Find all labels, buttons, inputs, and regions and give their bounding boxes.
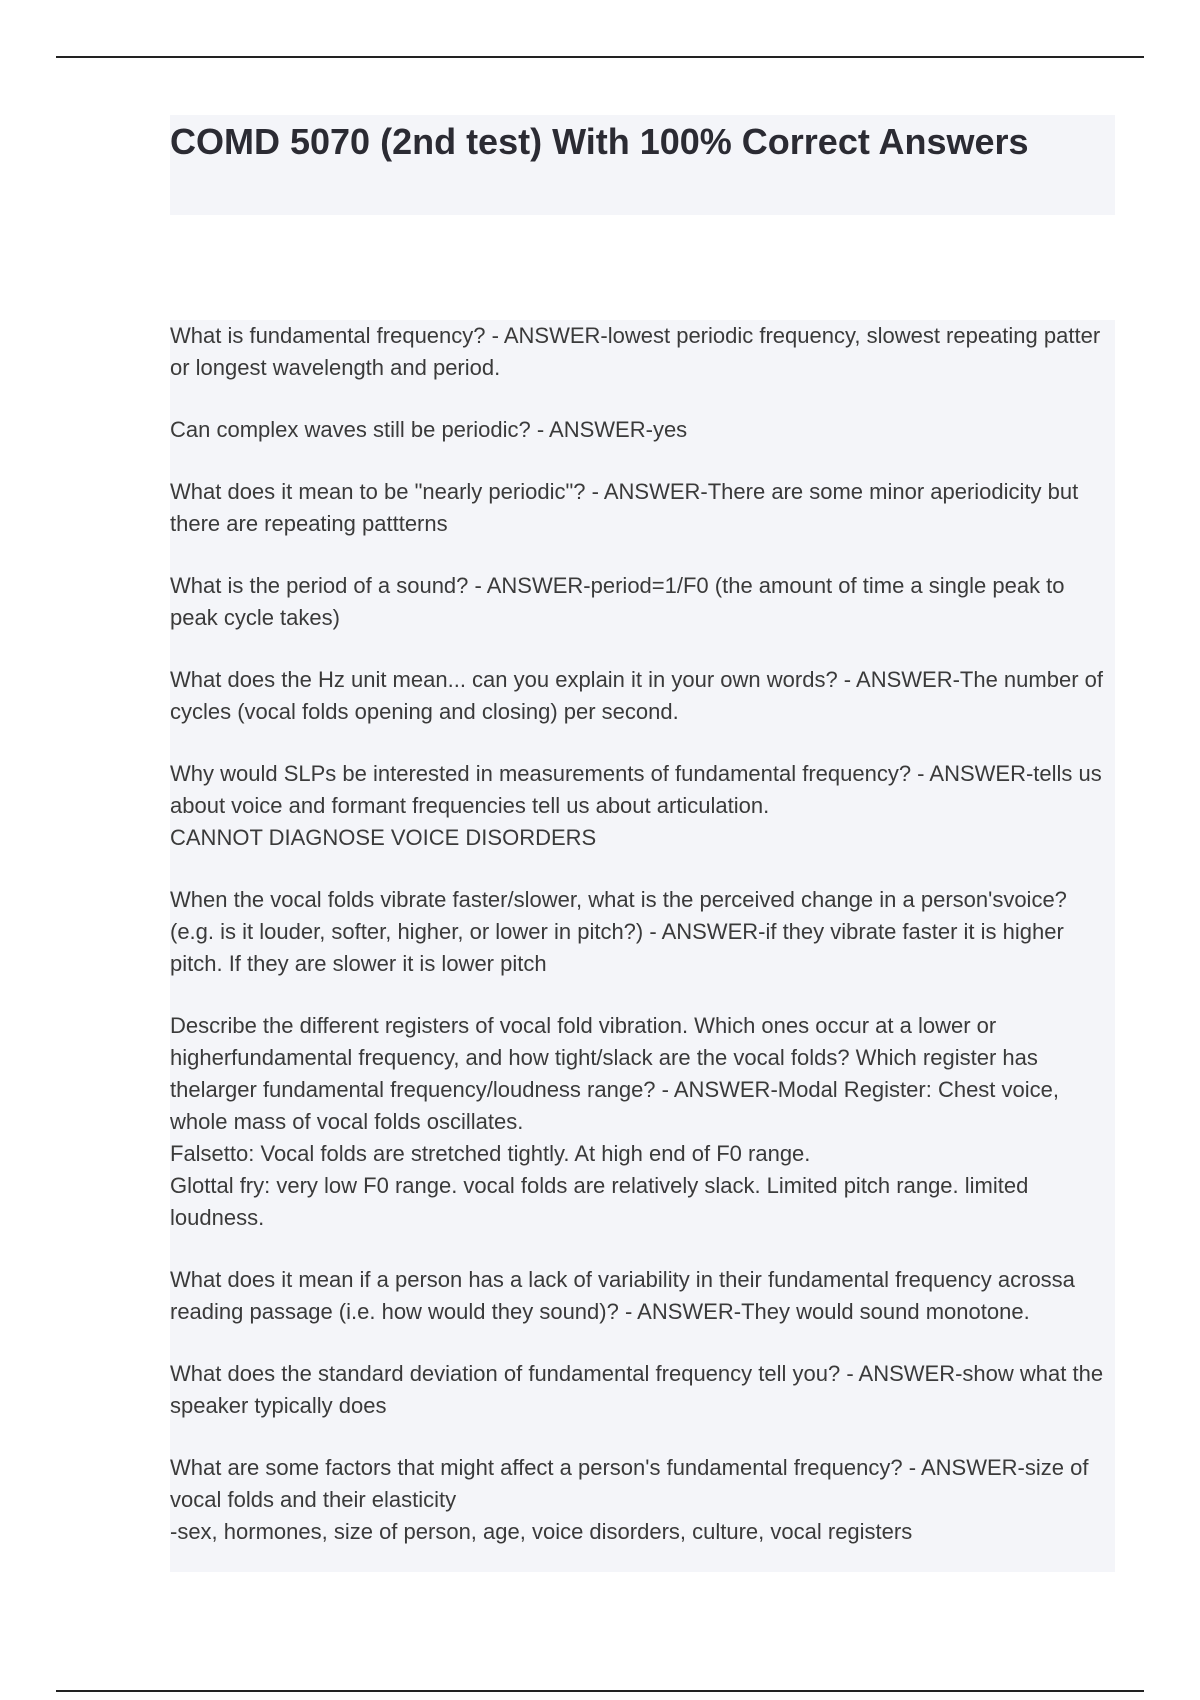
- qa-item: What is the period of a sound? - ANSWER-period=1/F0 (the amount of time a single peak to peak cycle takes): [170, 573, 1065, 630]
- qa-item: What does it mean to be "nearly periodic"? - ANSWER-There are some minor aperiodicity but there are repeating pattterns: [170, 479, 1079, 536]
- qa-item: When the vocal folds vibrate faster/slower, what is the perceived change in a person'svoice? (e.g. is it louder, softer, higher, or lower in pitch?) - ANSWER-if they vibrate faster it is higher pitch. If they are slower it is lower pitch: [170, 887, 1067, 976]
- document-title: COMD 5070 (2nd test) With 100% Correct Answers: [170, 121, 1029, 162]
- qa-item: What are some factors that might affect a person's fundamental frequency? - ANSWER-size of vocal folds and their elasticity -sex, hormones, size of person, age, voice disorders, culture, vocal registers: [170, 1455, 1089, 1544]
- qa-item: What does the Hz unit mean... can you explain it in your own words? - ANSWER-The number of cycles (vocal folds opening and closing) per second.: [170, 667, 1103, 724]
- top-rule: [56, 56, 1144, 58]
- qa-item: Describe the different registers of vocal fold vibration. Which ones occur at a lower or higherfundamental frequency, and how tight/slack are the vocal folds? Which register has thelarger fundamental frequency/loudness range? - ANSWER-Modal Register: Chest voice, whole mass of vocal folds oscillates. Falsetto: Vocal folds are stretched tightly. At high end of F0 range. Glottal fry: very low F0 range. vocal folds are relatively slack. Limited pitch range. limited loudness.: [170, 1013, 1060, 1230]
- title-block: [170, 115, 1115, 215]
- qa-list: [170, 320, 1115, 1572]
- qa-item: Can complex waves still be periodic? - ANSWER-yes: [170, 417, 688, 442]
- qa-item: What does the standard deviation of fundamental frequency tell you? - ANSWER-show what the speaker typically does: [170, 1361, 1104, 1418]
- bottom-rule: [56, 1690, 1144, 1692]
- qa-item: Why would SLPs be interested in measurements of fundamental frequency? - ANSWER-tells us about voice and formant frequencies tell us about articulation. CANNOT DIAGNOSE VOICE DISORDERS: [170, 761, 1102, 850]
- qa-item: What does it mean if a person has a lack of variability in their fundamental frequency acrossa reading passage (i.e. how would they sound)? - ANSWER-They would sound monotone.: [170, 1267, 1075, 1324]
- qa-item: What is fundamental frequency? - ANSWER-lowest periodic frequency, slowest repeating patter or longest wavelength and period.: [170, 323, 1101, 380]
